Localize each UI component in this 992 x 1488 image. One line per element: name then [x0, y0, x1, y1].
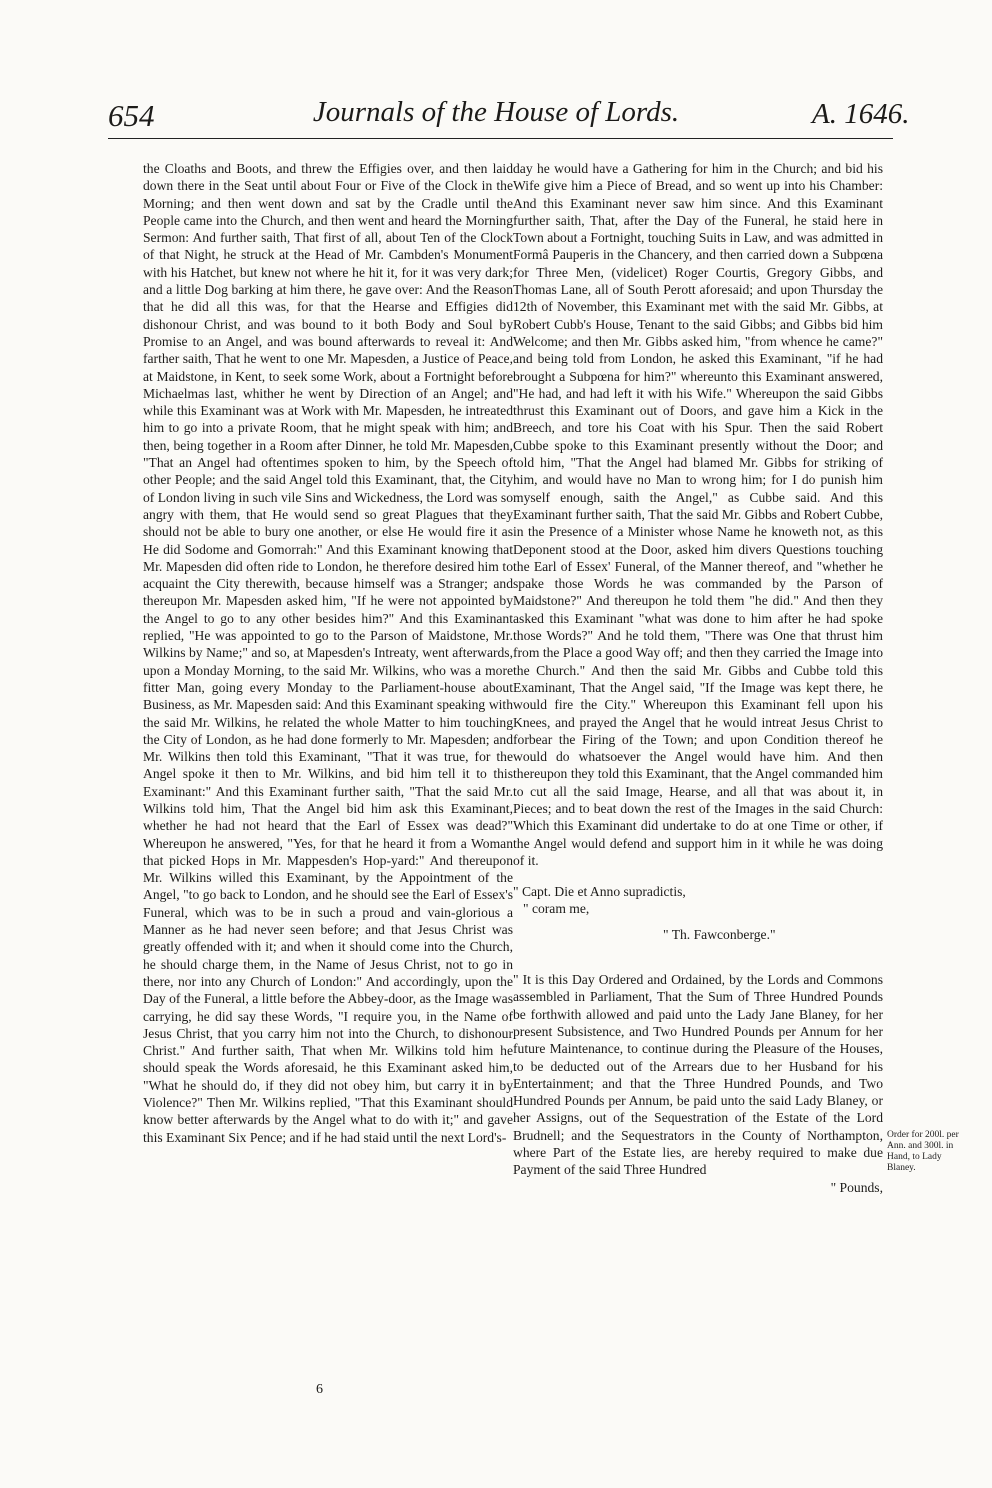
page-header — [0, 86, 992, 146]
page-title: Journals of the House of Lords. — [312, 96, 680, 128]
signature-coram: " coram me, — [523, 901, 590, 917]
signature-mark: 6 — [316, 1382, 323, 1397]
signature-name: " Th. Fawconberge." — [663, 926, 776, 942]
page-year: A. 1646. — [812, 98, 910, 130]
page-number: 654 — [108, 98, 155, 133]
header-rule — [108, 138, 893, 139]
margin-note: Order for 200l. per Ann. and 300l. in Hand, to Lady Blaney. — [887, 1130, 959, 1173]
catchword: " Pounds, — [830, 1179, 883, 1195]
order-paragraph: " It is this Day Ordered and Ordained, by the Lords and Commons assembled in Parliament, That the Sum of Three Hundred Pounds be forthwith allowed and paid unto the Lady Jane Blaney, for her present Subsistence, and Two Hundred Pounds per Annum for her future Maintenance, to continue during the Pleasure of the Houses, to be deducted out of the Arrears due to her Husband for his Entertainment; and that the Three Hundred Pounds, and Two Hundred Pounds per Annum, be paid unto the said Lady Blaney, or her Assigns, out of the Sequestration of the Estate of the Lord Brudnell; and the Sequestrators in the County of Northampton, where Part of the Estate lies, are hereby required to make due Payment of the said Three Hundred — [513, 972, 883, 1178]
right-column-text: day he would have a Gathering for him in the Church; and bid his Wife give him a Piece of Bread, and so went up into his Chamber: And this Examinant never saw him since. And this Examinant further saith, That, after the Day of the Funeral, he staid here in Town about a Fortnight, touching Suits in Law, and was admitted in Formâ Pauperis in the Chancery, and then carried down a Subpœna for Three Men, (videlicet) Roger Courtis, Gregory Gibbs, and Thomas Lane, all of South Perott aforesaid; and upon Thursday the 12th of November, this Examinant met with the said Mr. Gibbs, at Robert Cubb's House, Tenant to the said Gibbs; and Gibbs bid him Welcome; and then Mr. Gibbs asked him, "from whence he came?" and being told from London, he asked this Examinant, "if he had brought a Subpœna for him?" whereunto this Examinant answered, "He had, and had left it with his Wife." Whereupon the said Gibbs thrust this Examinant out of Doors, and gave him a Kick in the Breech, and tore his Coat with his Spur. Then the said Robert Cubbe spoke to this Examinant presently without the Door; and told him, "That the Angel had blamed Mr. Gibbs for striking of him, and would have no Man to wrong him; for I do punish him myself enough, saith the Angel," as Cubbe said. And this Examinant further saith, That the said Mr. Gibbs and Robert Cubbe, in the Presence of a Minister whose Name he knoweth not, as this Deponent stood at the Door, asked him divers Questions touching the Earl of Essex' Funeral, of the Manner thereof, and "whether he spake those Words he was commanded by the Parson of Maidstone?" And thereupon he told them "he did." And then they asked this Examinant "what was done to him after he had spoke those Words?" And he told them, "There was One that thrust him from the Place a good Way off; and then they carried the Image into the Church." And then the said Mr. Gibbs and Cubbe told this Examinant, That the Angel said, "If the Image was kept there, he would fire the City." Whereupon this Examinant fell upon his Knees, and prayed the Angel that he would intreat Jesus Christ to forbear the Firing of the Town; and upon Condition thereof he would do whatsoever the Angel would have him. And then thereupon they told this Examinant, that the Angel commanded him to cut all the said Image, Hearse, and all that was about it, in Pieces; and to beat down the rest of the Images in the said Church: Which this Examinant did undertake to do at one Time or other, if the Angel would defend and support him in it while he was doing of it. — [513, 161, 883, 868]
left-column — [143, 160, 513, 1146]
left-column-text: the Cloaths and Boots, and threw the Effigies over, and then laid down there in the Seat until about Four or Five of the Clock in the Morning; and then went down and sat by the Cradle until the People came into the Church, and then went and heard the Morning Sermon: And further saith, That first of all, about Ten of the Clock of that Night, he struck at the Head of Mr. Cambden's Monument with his Hatchet, but knew not where he hit it, for it was very dark; and a little Dog barking at him there, he gave over: And the Reason that he did all this was, for that the Hearse and Effigies did dishonour Christ, and was bound to it both Body and Soul by Promise to an Angel, and was bound afterwards to reveal it: And farther saith, That he went to one Mr. Mapesden, a Justice of Peace, at Maidstone, in Kent, to seek some Work, about a Fortnight before Michaelmas last, whither he went by Direction of an Angel; and while this Examinant was at Work with Mr. Mapesden, he intreated him to go into a private Room, that he might speak with him; and then, being together in a Room after Dinner, he told Mr. Mapesden, "That an Angel had oftentimes spoken to him, by the Speech of other People; and the said Angel told this Examinant, that, the City of London living in such vile Sins and Wickedness, the Lord was so angry with them, that He would send so great Plagues that they should not be able to bury one another, or else He would fire it as He did Sodome and Gomorrah:" And this Examinant knowing that Mr. Mapesden did often ride to London, he therefore desired him to acquaint the City therewith, because himself was a Stranger; and thereupon Mr. Mapesden asked him, "If he were not appointed by the Angel to go to any other besides him?" And this Examinant replied, "He was appointed to go to the Parson of Maidstone, Mr. Wilkins by Name;" and so, at Mapesden's Intreaty, went afterwards, upon a Monday Morning, to the said Mr. Wilkins, who was a more fitter Man, going every Monday to the Parliament-house about Business, as Mr. Mapesden said: And this Examinant speaking with the said Mr. Wilkins, he related the whole Matter to him touching the City of London, as he had done formerly to Mr. Mapesden; and Mr. Wilkins then told this Examinant, "That it was true, for the Angel spoke it then to Mr. Wilkins, and bid him tell it to this Examinant:" And this Examinant further saith, "That the said Mr. Wilkins told him, That the Angel bid him ask this Examinant, whether he had not heard that the Earl of Essex was dead?" Whereupon he answered, "Yes, for that he heard it from a Woman that picked Hops in Mr. Mappesden's Hop-yard:" And thereupon Mr. Wilkins willed this Examinant, by the Appointment of the Angel, "to go back to London, and he should see the Earl of Essex's Funeral, which was to be in such a proud and vain-glorious a Manner as he had never seen before; and that Jesus Christ was greatly offended with it; and when it should come into the Church, he should charge them, in the Name of Jesus Christ, not to go in there, nor into any Church of London:" And accordingly, upon the Day of the Funeral, a little before the Abbey-door, as the Image was carrying, he did say these Words, "I require you, in the Name of Jesus Christ, that you carry him not into the Church, to dishonour Christ." And further saith, That when Mr. Wilkins told him he should speak the Words aforesaid, he this Examinant asked him, "What he should do, if they did not obey him, but carry it in by Violence?" Then Mr. Wilkins replied, "That this Examinant should know better afterwards by the Angel what to do with it;" and gave this Examinant Six Pence; and if he had staid until the next Lord's- — [143, 161, 513, 1145]
signature-capt: " Capt. Die et Anno supradictis, — [513, 884, 686, 900]
right-column — [513, 160, 883, 1196]
